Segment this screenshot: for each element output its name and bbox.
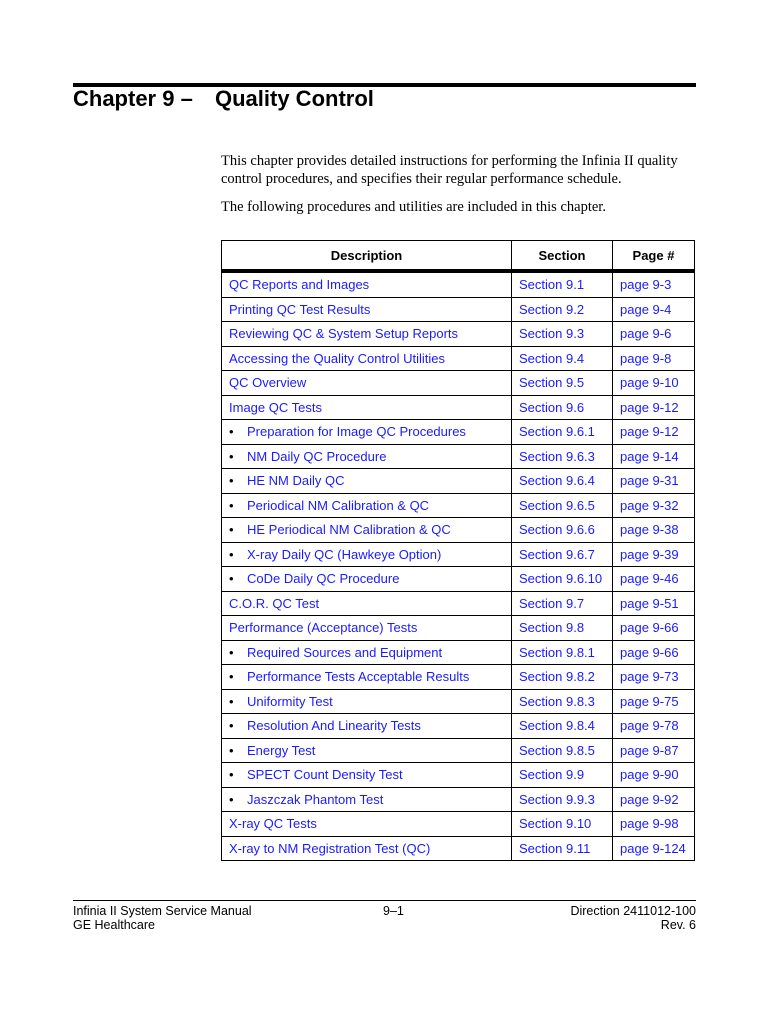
section-link[interactable]: Section 9.3 [512,322,613,347]
page-link[interactable]: page 9-4 [613,297,695,322]
section-link[interactable]: Section 9.8.5 [512,738,613,763]
page-link[interactable]: page 9-73 [613,665,695,690]
description-link[interactable]: Reviewing QC & System Setup Reports [229,326,459,342]
page-link[interactable]: page 9-66 [613,640,695,665]
section-link[interactable]: Section 9.6.4 [512,469,613,494]
table-row [222,787,695,812]
table-row [222,518,695,543]
row-description [222,812,512,837]
section-link[interactable]: Section 9.9.3 [512,787,613,812]
table-row [222,738,695,763]
page-link[interactable]: page 9-98 [613,812,695,837]
bullet-icon: • [229,497,234,513]
intro-paragraph-2: The following procedures and utilities are included in this chapter. [221,199,606,215]
row-description [222,346,512,371]
page-link[interactable]: page 9-90 [613,763,695,788]
description-link[interactable]: Resolution And Linearity Tests [247,718,421,734]
page-link[interactable]: page 9-66 [613,616,695,641]
page-link[interactable]: page 9-10 [613,371,695,396]
description-link[interactable]: X-ray QC Tests [229,816,317,832]
row-description [222,297,512,322]
table-row [222,542,695,567]
row-description [222,395,512,420]
bullet-icon: • [229,644,234,660]
bullet-icon: • [229,693,234,709]
section-link[interactable]: Section 9.7 [512,591,613,616]
row-description [222,616,512,641]
page-link[interactable]: page 9-14 [613,444,695,469]
chapter-title [73,86,374,112]
section-link[interactable]: Section 9.2 [512,297,613,322]
section-link[interactable]: Section 9.8.4 [512,714,613,739]
page-link[interactable]: page 9-38 [613,518,695,543]
table-row [222,469,695,494]
row-description [222,714,512,739]
section-link[interactable]: Section 9.6 [512,395,613,420]
description-link[interactable]: Performance (Acceptance) Tests [229,620,418,636]
table-row [222,493,695,518]
row-description [222,591,512,616]
bullet-icon: • [229,742,234,758]
section-link[interactable]: Section 9.8.2 [512,665,613,690]
row-description [222,738,512,763]
description-link[interactable]: X-ray to NM Registration Test (QC) [229,840,431,856]
row-description [222,271,512,297]
table-row [222,567,695,592]
page-link[interactable]: page 9-3 [613,271,695,297]
page-link[interactable]: page 9-124 [613,836,695,861]
table-row [222,763,695,788]
table-row [222,591,695,616]
page-link[interactable]: page 9-31 [613,469,695,494]
row-description [222,469,512,494]
bullet-icon: • [229,522,234,538]
row-description [222,787,512,812]
section-link[interactable]: Section 9.5 [512,371,613,396]
bullet-icon: • [229,718,234,734]
table-row [222,714,695,739]
bullet-icon: • [229,546,234,562]
row-description [222,689,512,714]
table-header-row [222,241,695,272]
description-link[interactable]: Preparation for Image QC Procedures [247,424,466,440]
description-link[interactable]: Required Sources and Equipment [247,644,443,660]
section-link[interactable]: Section 9.6.10 [512,567,613,592]
table-row [222,420,695,445]
table-row [222,616,695,641]
table-row [222,271,695,297]
description-link[interactable]: CoDe Daily QC Procedure [247,571,400,587]
bullet-icon: • [229,669,234,685]
footer-manual-title: Infinia II System Service Manual [73,904,252,918]
row-description [222,665,512,690]
row-description [222,322,512,347]
page-link[interactable]: page 9-12 [613,395,695,420]
section-link[interactable]: Section 9.10 [512,812,613,837]
page-link[interactable]: page 9-87 [613,738,695,763]
table-row [222,395,695,420]
section-link[interactable]: Section 9.9 [512,763,613,788]
footer-rule [73,900,696,901]
page-link[interactable]: page 9-92 [613,787,695,812]
table-row [222,812,695,837]
page-link[interactable]: page 9-46 [613,567,695,592]
header-page: Page # [613,241,695,272]
bullet-icon: • [229,473,234,489]
header-description: Description [222,241,512,272]
section-link[interactable]: Section 9.8.1 [512,640,613,665]
header-section: Section [512,241,613,272]
table-row [222,444,695,469]
bullet-icon: • [229,571,234,587]
row-description [222,542,512,567]
page-link[interactable]: page 9-78 [613,714,695,739]
bullet-icon: • [229,791,234,807]
description-link[interactable]: Accessing the Quality Control Utilities [229,350,446,366]
page-link[interactable]: page 9-39 [613,542,695,567]
description-link[interactable]: SPECT Count Density Test [247,767,403,783]
chapter-name: Quality Control [215,86,374,111]
row-description [222,763,512,788]
section-link[interactable]: Section 9.8 [512,616,613,641]
section-link[interactable]: Section 9.6.6 [512,518,613,543]
page-link[interactable]: page 9-8 [613,346,695,371]
row-description [222,518,512,543]
description-link[interactable]: Periodical NM Calibration & QC [247,497,430,513]
row-description [222,836,512,861]
table-row [222,322,695,347]
description-link[interactable]: QC Overview [229,375,307,391]
page-link[interactable]: page 9-51 [613,591,695,616]
table-row [222,346,695,371]
description-link[interactable]: HE Periodical NM Calibration & QC [247,522,451,538]
table-row [222,371,695,396]
description-link[interactable]: Printing QC Test Results [229,301,371,317]
section-link[interactable]: Section 9.8.3 [512,689,613,714]
section-link[interactable]: Section 9.11 [512,836,613,861]
section-link[interactable]: Section 9.6.1 [512,420,613,445]
bullet-icon: • [229,448,234,464]
description-link[interactable]: HE NM Daily QC [247,473,345,489]
page-link[interactable]: page 9-32 [613,493,695,518]
row-description [222,640,512,665]
description-link[interactable]: QC Reports and Images [229,277,370,293]
section-link[interactable]: Section 9.6.3 [512,444,613,469]
bullet-icon: • [229,767,234,783]
intro-paragraph: This chapter provides detailed instructions for performing the Infinia II quality control procedures, and specifies their regular performance schedule. [221,153,678,187]
table-row [222,640,695,665]
page-link[interactable]: page 9-75 [613,689,695,714]
section-link[interactable]: Section 9.1 [512,271,613,297]
row-description [222,567,512,592]
bullet-icon: • [229,424,234,440]
page-link[interactable]: page 9-6 [613,322,695,347]
description-link[interactable]: Uniformity Test [247,693,333,709]
description-link[interactable]: Jaszczak Phantom Test [247,791,384,807]
description-link[interactable]: NM Daily QC Procedure [247,448,387,464]
chapter-number: Chapter 9 – [73,86,193,111]
section-link[interactable]: Section 9.6.7 [512,542,613,567]
section-link[interactable]: Section 9.6.5 [512,493,613,518]
section-link[interactable]: Section 9.4 [512,346,613,371]
description-link[interactable]: Energy Test [247,742,316,758]
footer-revision: Rev. 6 [660,918,696,932]
table-row [222,297,695,322]
row-description [222,371,512,396]
row-description [222,444,512,469]
table-row [222,665,695,690]
page-link[interactable]: page 9-12 [613,420,695,445]
footer-page-number: 9–1 [383,904,404,918]
footer-company: GE Healthcare [73,918,155,932]
description-link[interactable]: Performance Tests Acceptable Results [247,669,470,685]
row-description [222,493,512,518]
description-link[interactable]: C.O.R. QC Test [229,595,320,611]
table-row [222,836,695,861]
description-link[interactable]: X-ray Daily QC (Hawkeye Option) [247,546,442,562]
table-row [222,689,695,714]
description-link[interactable]: Image QC Tests [229,399,322,415]
row-description [222,420,512,445]
procedures-table [221,240,695,861]
footer-direction: Direction 2411012-100 [570,904,696,918]
